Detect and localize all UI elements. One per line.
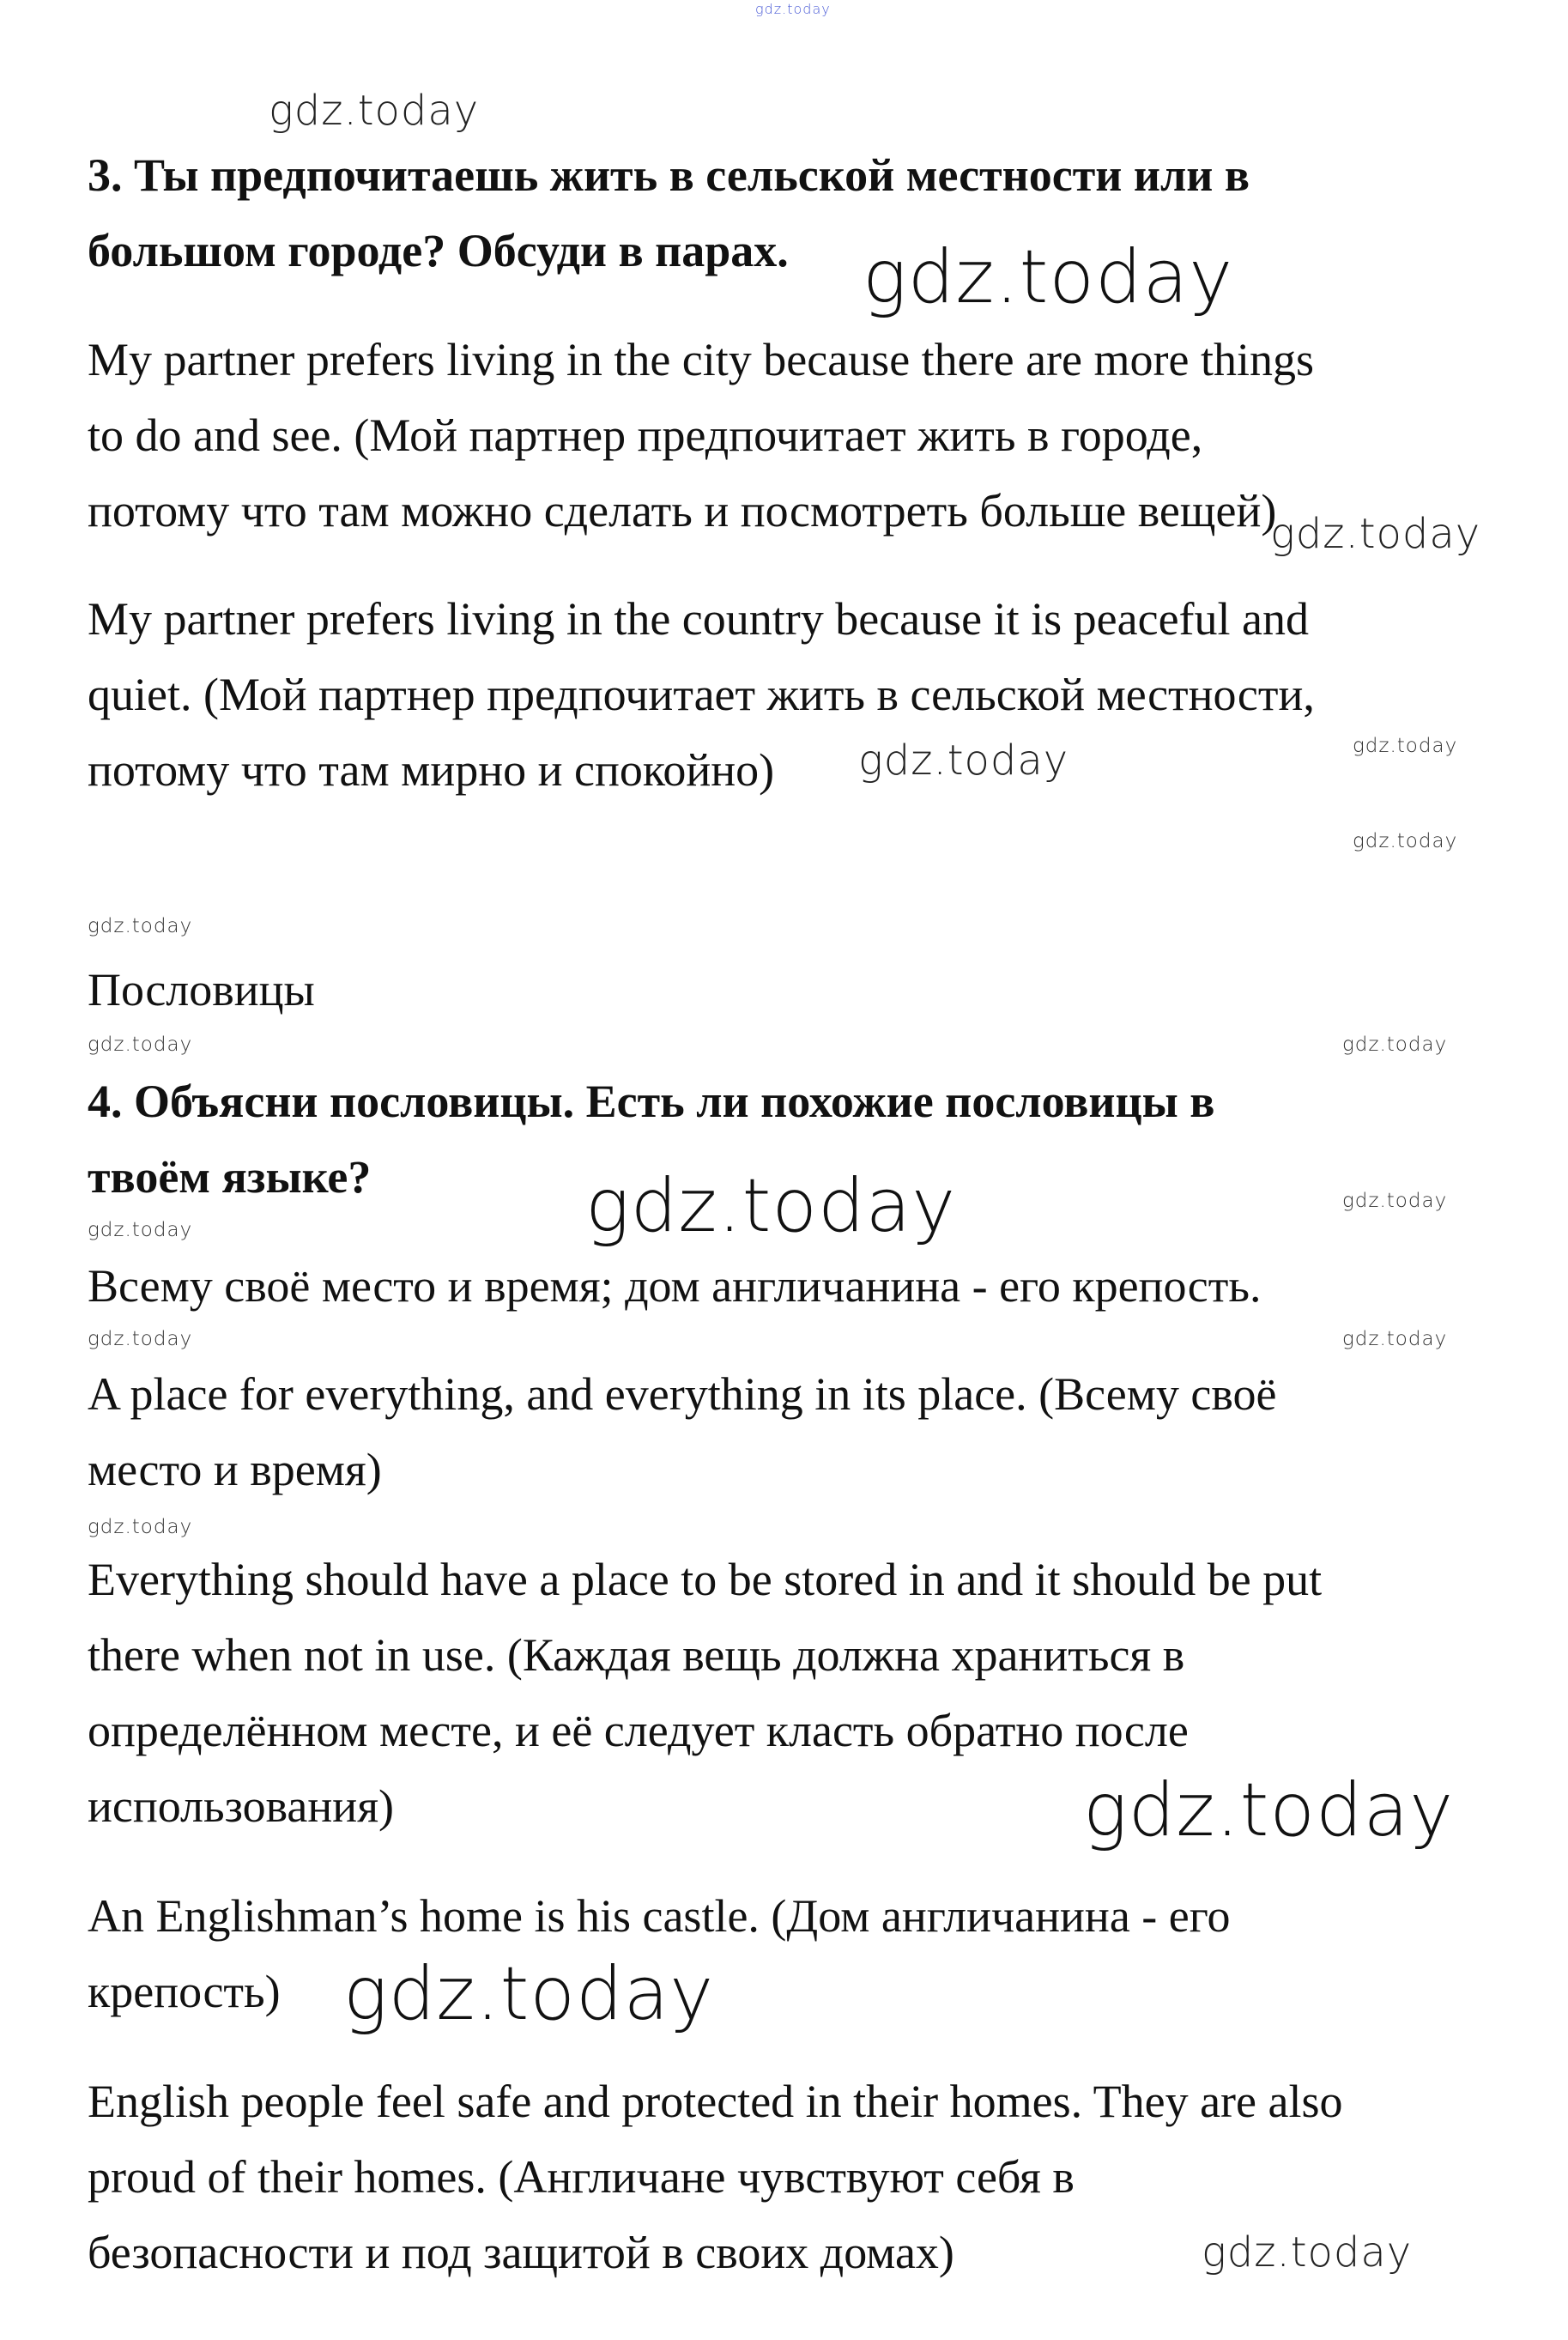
heading-line: твоём языке?	[88, 1151, 372, 1203]
watermark: gdz.today	[1342, 1190, 1448, 1212]
watermark: gdz.today	[343, 1951, 715, 2037]
watermark: gdz.today	[88, 1034, 193, 1056]
text-line: My partner prefers living in the country because it is peaceful and	[88, 593, 1309, 645]
text-line: A place for everything, and everything in its place. (Всему своё	[88, 1368, 1277, 1420]
watermark: gdz.today	[858, 737, 1069, 785]
text-line: потому что там можно сделать и посмотреть больше вещей)	[88, 485, 1277, 537]
text-line: Everything should have a place to be stored in and it should be put	[88, 1554, 1323, 1605]
watermark: gdz.today	[1202, 2228, 1413, 2276]
task4-proverb1	[88, 1356, 1512, 1507]
section-title-text: Пословицы	[88, 964, 315, 1015]
watermark: gdz.today	[1083, 1767, 1455, 1853]
text-line: безопасности и под защитой в своих домах)	[88, 2227, 954, 2278]
text-line: proud of their homes. (Англичане чувствуют себя в	[88, 2151, 1075, 2203]
text-line: место и время)	[88, 1444, 382, 1495]
watermark: gdz.today	[1342, 1034, 1448, 1056]
watermark: gdz.today	[755, 1, 831, 17]
text-line: My partner prefers living in the city because there are more things	[88, 334, 1314, 385]
text-line: определённом месте, и её следует класть обратно после	[88, 1705, 1189, 1756]
text-line: to do and see. (Мой партнер предпочитает жить в городе,	[88, 409, 1203, 461]
task3-answer-country	[88, 581, 1512, 808]
task3-heading	[88, 137, 1512, 288]
watermark: gdz.today	[1270, 510, 1481, 558]
watermark: gdz.today	[88, 915, 193, 937]
watermark: gdz.today	[88, 1516, 193, 1538]
text-line: использования)	[88, 1780, 395, 1832]
text-line: Всему своё место и время; дом англичанина - его крепость.	[88, 1260, 1262, 1312]
watermark: gdz.today	[88, 1219, 193, 1241]
task4-proverb2	[88, 1878, 1512, 2037]
heading-line: 4. Объясни пословицы. Есть ли похожие пословицы в	[88, 1076, 1215, 1127]
text-line: quiet. (Мой партнер предпочитает жить в сельской местности,	[88, 669, 1315, 720]
watermark: gdz.today	[1353, 830, 1458, 852]
text-line: there when not in use. (Каждая вещь должна храниться в	[88, 1629, 1185, 1681]
text-line: крепость)	[88, 1966, 281, 2017]
heading-line: 3. Ты предпочитаешь жить в сельской местности или в	[88, 149, 1250, 201]
watermark: gdz.today	[269, 87, 480, 135]
text-line: потому что там мирно и спокойно)	[88, 744, 775, 796]
watermark: gdz.today	[863, 234, 1234, 320]
watermark: gdz.today	[88, 1328, 193, 1350]
heading-line: большом городе? Обсуди в парах.	[88, 225, 789, 276]
task4-proverbs-ru	[88, 1248, 1512, 1324]
watermark: gdz.today	[1342, 1328, 1448, 1350]
watermark: gdz.today	[585, 1163, 957, 1249]
text-line: English people feel safe and protected in their homes. They are also	[88, 2076, 1343, 2127]
watermark: gdz.today	[1353, 735, 1458, 757]
section-title	[88, 952, 1512, 1028]
text-line: An Englishman’s home is his castle. (Дом англичанина - его	[88, 1890, 1231, 1942]
